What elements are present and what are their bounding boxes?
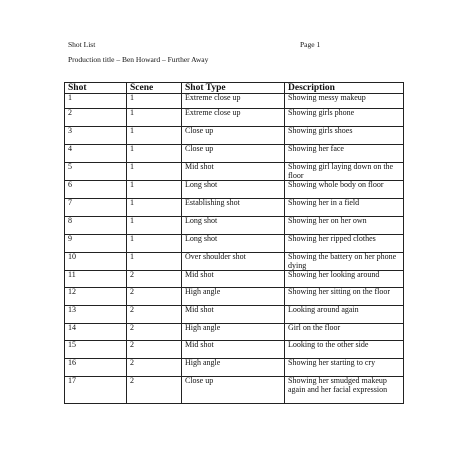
shot-cell: 9 — [65, 235, 127, 253]
shot-type-cell: Mid shot — [182, 163, 285, 181]
shot-type-cell: Over shoulder shot — [182, 253, 285, 271]
description-cell: Showing girls phone — [285, 109, 404, 127]
description-cell: Girl on the floor — [285, 324, 404, 341]
table-row — [65, 199, 404, 217]
scene-cell: 1 — [127, 94, 182, 109]
shot-cell: 11 — [65, 271, 127, 288]
table-row — [65, 324, 404, 341]
table-row — [65, 341, 404, 359]
shot-cell: 17 — [65, 377, 127, 404]
scene-cell: 1 — [127, 217, 182, 235]
scene-cell: 1 — [127, 181, 182, 199]
shot-cell: 12 — [65, 288, 127, 306]
shot-type-cell: High angle — [182, 359, 285, 377]
description-cell: Showing her smudged makeup again and her facial expression — [285, 377, 404, 404]
scene-cell: 1 — [127, 253, 182, 271]
shot-type-cell: Extreme close up — [182, 109, 285, 127]
scene-cell: 1 — [127, 163, 182, 181]
table-row — [65, 109, 404, 127]
description-cell: Showing her looking around — [285, 271, 404, 288]
shot-type-cell: Extreme close up — [182, 94, 285, 109]
table-header-row — [65, 83, 404, 94]
table-row — [65, 377, 404, 404]
shot-type-cell: Mid shot — [182, 341, 285, 359]
scene-cell: 1 — [127, 109, 182, 127]
description-cell: Showing her on her own — [285, 217, 404, 235]
header-description: Description — [285, 83, 404, 94]
description-cell: Showing whole body on floor — [285, 181, 404, 199]
description-cell: Showing her starting to cry — [285, 359, 404, 377]
table-row — [65, 94, 404, 109]
table-row — [65, 271, 404, 288]
description-cell: Showing messy makeup — [285, 94, 404, 109]
scene-cell: 2 — [127, 324, 182, 341]
scene-cell: 1 — [127, 127, 182, 145]
description-cell: Showing girls shoes — [285, 127, 404, 145]
table-row — [65, 306, 404, 324]
shot-cell: 16 — [65, 359, 127, 377]
table-row — [65, 288, 404, 306]
shot-cell: 6 — [65, 181, 127, 199]
shot-cell: 4 — [65, 145, 127, 163]
header-shot: Shot — [65, 83, 127, 94]
shot-list-table — [64, 82, 404, 404]
scene-cell: 2 — [127, 288, 182, 306]
table-row — [65, 359, 404, 377]
description-cell: Looking around again — [285, 306, 404, 324]
shot-cell: 1 — [65, 94, 127, 109]
table-row — [65, 235, 404, 253]
shot-type-cell: Long shot — [182, 181, 285, 199]
description-cell: Showing the battery on her phone dying — [285, 253, 404, 271]
shot-type-cell: Long shot — [182, 235, 285, 253]
shot-type-cell: Establishing shot — [182, 199, 285, 217]
description-cell: Showing her sitting on the floor — [285, 288, 404, 306]
description-cell: Looking to the other side — [285, 341, 404, 359]
table-row — [65, 181, 404, 199]
shot-cell: 10 — [65, 253, 127, 271]
scene-cell: 2 — [127, 306, 182, 324]
table-row — [65, 145, 404, 163]
shot-cell: 5 — [65, 163, 127, 181]
shot-cell: 3 — [65, 127, 127, 145]
production-title: Production title – Ben Howard – Further Away — [68, 55, 209, 64]
scene-cell: 1 — [127, 145, 182, 163]
shot-type-cell: Mid shot — [182, 306, 285, 324]
description-cell: Showing her face — [285, 145, 404, 163]
description-cell: Showing girl laying down on the floor — [285, 163, 404, 181]
header-scene: Scene — [127, 83, 182, 94]
shot-cell: 7 — [65, 199, 127, 217]
shot-type-cell: Mid shot — [182, 271, 285, 288]
scene-cell: 2 — [127, 359, 182, 377]
shot-type-cell: Close up — [182, 145, 285, 163]
shot-cell: 15 — [65, 341, 127, 359]
shot-type-cell: Close up — [182, 377, 285, 404]
description-cell: Showing her ripped clothes — [285, 235, 404, 253]
document-title: Shot List — [68, 40, 96, 49]
scene-cell: 2 — [127, 271, 182, 288]
page-number: Page 1 — [300, 40, 321, 49]
shot-cell: 14 — [65, 324, 127, 341]
scene-cell: 2 — [127, 341, 182, 359]
shot-type-cell: Long shot — [182, 217, 285, 235]
table-row — [65, 217, 404, 235]
shot-cell: 8 — [65, 217, 127, 235]
table-row — [65, 163, 404, 181]
shot-type-cell: High angle — [182, 288, 285, 306]
shot-type-cell: High angle — [182, 324, 285, 341]
shot-cell: 2 — [65, 109, 127, 127]
description-cell: Showing her in a field — [285, 199, 404, 217]
scene-cell: 2 — [127, 377, 182, 404]
shot-cell: 13 — [65, 306, 127, 324]
header-shot-type: Shot Type — [182, 83, 285, 94]
scene-cell: 1 — [127, 199, 182, 217]
table-row — [65, 253, 404, 271]
table-row — [65, 127, 404, 145]
shot-type-cell: Close up — [182, 127, 285, 145]
scene-cell: 1 — [127, 235, 182, 253]
